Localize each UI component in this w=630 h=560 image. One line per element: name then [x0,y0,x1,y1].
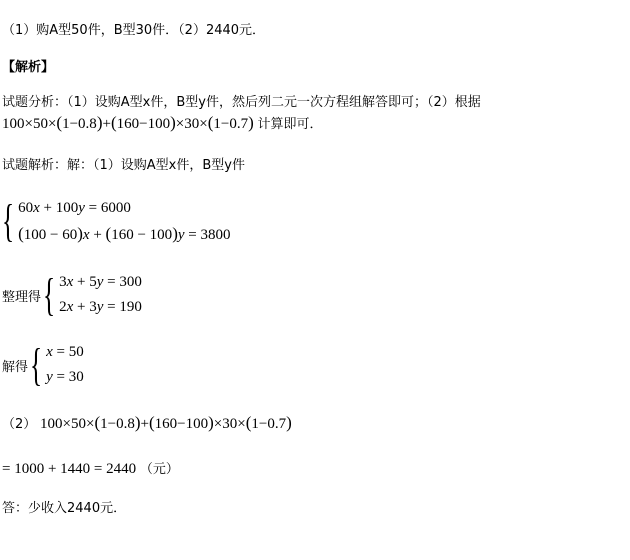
part2-label: （2） [2,417,37,432]
solve-label: 解得 [2,359,29,375]
answer-line: （1）购A型50件，B型30件．（2）2440元． [2,23,266,38]
left-brace-icon: { [2,195,15,246]
system2-row: 2x + 3y = 190 [59,299,142,315]
equation-system-1 [2,196,231,246]
analysis-text: 试题分析：（1）设购A型x件，B型y件，然后列二元一次方程组解答即可；（2）根据 [2,95,481,110]
part2-formula: （2） 100×50×(1−0.8)+(160−100)×30×(1−0.7) [2,413,292,432]
simplify-label: 整理得 [2,289,42,305]
equation-system-3 [2,340,84,390]
system3-row: x = 50 [46,344,84,360]
solution-intro: 试题解析：解：（1）设购A型x件，B型y件 [2,158,245,173]
conclusion: 答：少收入2440元． [2,501,127,516]
system1-row: (100 − 60)x + (160 − 100)y = 3800 [18,224,231,243]
result-expression: = 1000 + 1440 = 2440 [2,461,137,477]
system2-row: 3x + 5y = 300 [59,274,142,290]
analysis-formula: 100×50×(1−0.8)+(160−100)×30×(1−0.7) 计算即可． [2,113,323,132]
equation-system-2 [2,270,142,320]
analysis-heading: 【解析】 [2,60,55,75]
result-line [2,460,179,479]
analysis-suffix: 计算即可． [257,117,323,132]
result-unit: （元） [139,462,179,477]
system1-row: 60x + 100y = 6000 [18,200,131,216]
system3-row: y = 30 [46,369,84,385]
left-brace-icon: { [30,339,43,390]
left-brace-icon: { [43,269,56,320]
